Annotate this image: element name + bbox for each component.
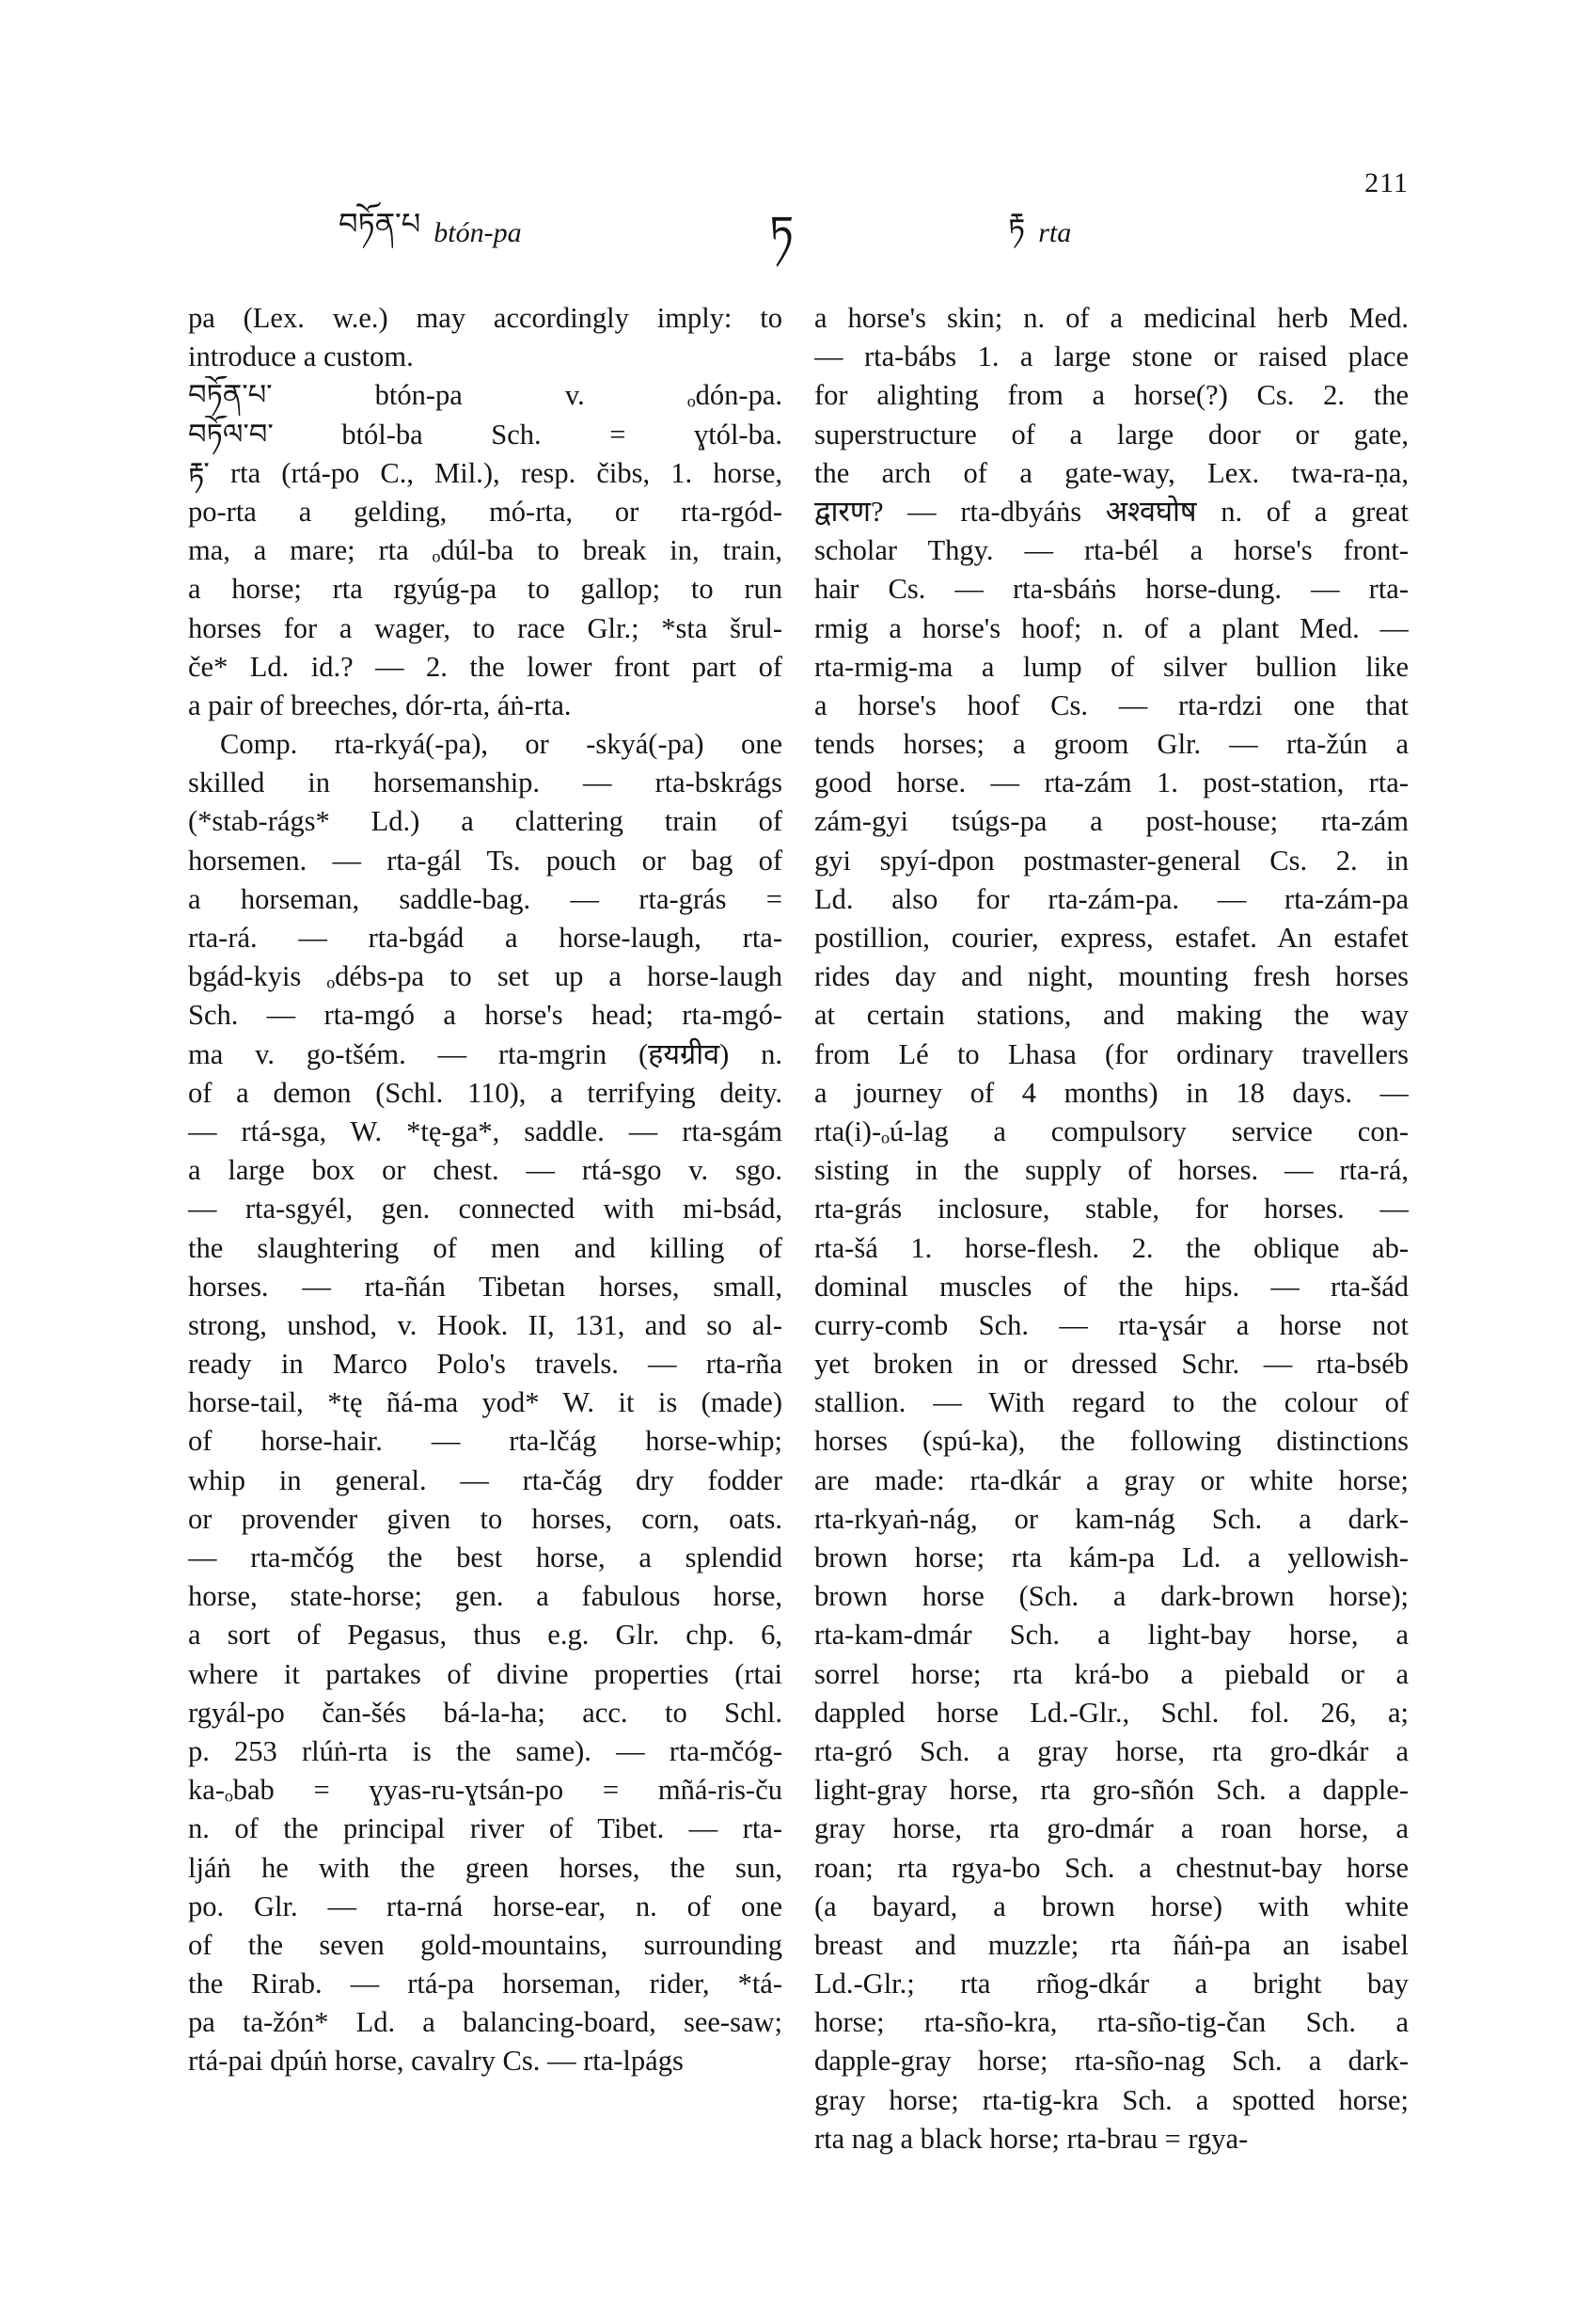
left-column-line: n. of the principal river of Tibet. — rta-: [188, 1812, 782, 1845]
left-column-line: pa ta-žón* Ld. a balancing-board, see-saw;: [188, 2006, 782, 2039]
right-column-line: yet broken in or dressed Schr. — rta-bséb: [814, 1348, 1409, 1381]
left-column-line: or provender given to horses, corn, oats.: [188, 1502, 782, 1535]
left-column-line: rgyál-po čan-šés bá-la-ha; acc. to Schl.: [188, 1696, 782, 1729]
left-column-line: a large box or chest. — rtá-sgo v. sgo.: [188, 1154, 782, 1187]
right-column-line: — rta-bábs 1. a large stone or raised place: [814, 340, 1409, 373]
right-column-line: gyi spyí-dpon postmaster-general Cs. 2. in: [814, 844, 1409, 877]
left-column-line: rta-rá. — rta-bgád a horse-laugh, rta-: [188, 922, 782, 954]
left-column-line: a horse; rta rgyúg-pa to gallop; to run: [188, 573, 782, 606]
left-column-line: introduce a custom.: [188, 340, 414, 373]
right-column-line: dappled horse Ld.-Glr., Schl. fol. 26, a;: [814, 1696, 1409, 1729]
right-column-line: dapple-gray horse; rta-sño-nag Sch. a dark-: [814, 2045, 1409, 2078]
right-column-line: rides day and night, mounting fresh horses: [814, 960, 1409, 993]
left-column-line: where it partakes of divine properties (rtai: [188, 1657, 782, 1690]
right-column-line: are made: rta-dkár a gray or white horse;: [814, 1463, 1409, 1496]
right-column-line: postillion, courier, express, estafet. An estafet: [814, 922, 1409, 954]
left-column-line: the slaughtering of men and killing of: [188, 1231, 782, 1264]
left-column-line: a sort of Pegasus, thus e.g. Glr. chp. 6,: [188, 1619, 782, 1652]
left-column-line: — rta-sgyél, gen. connected with mi-bsád,: [188, 1193, 782, 1225]
header-right-tibetan: རྟ: [1008, 206, 1026, 242]
right-column-line: scholar Thgy. — rta-bél a horse's front-: [814, 534, 1409, 567]
right-column-line: brown horse (Sch. a dark-brown horse);: [814, 1580, 1409, 1613]
left-column-line: whip in general. — rta-čág dry fodder: [188, 1463, 782, 1496]
right-column-line: horse; rta-sño-kra, rta-sño-tig-čan Sch. a: [814, 2006, 1409, 2039]
right-column-line: brown horse; rta kám-pa Ld. a yellowish-: [814, 1541, 1409, 1573]
right-column: [814, 299, 1409, 2158]
right-column-line: (a bayard, a brown horse) with white: [814, 1889, 1409, 1922]
right-column-line: a journey of 4 months) in 18 days. —: [814, 1076, 1409, 1109]
right-column-line: rta(i)-ₒú-lag a compulsory service con-: [814, 1115, 1409, 1147]
left-column-line: the Rirab. — rtá-pa horseman, rider, *tá-: [188, 1968, 782, 2000]
left-column-line: — rtá-sga, W. *tę-ga*, saddle. — rta-sgám: [188, 1115, 782, 1147]
right-column-line: from Lé to Lhasa (for ordinary travellers: [814, 1037, 1409, 1070]
right-column-line: dominal muscles of the hips. — rta-šád: [814, 1270, 1409, 1303]
left-column-line: horse-tail, *tę ñá-ma yod* W. it is (made): [188, 1386, 782, 1419]
right-column-line: at certain stations, and making the way: [814, 999, 1409, 1032]
right-column-line: curry-comb Sch. — rta-ɣsár a horse not: [814, 1308, 1409, 1341]
left-column-line: of a demon (Schl. 110), a terrifying deity.: [188, 1076, 782, 1109]
left-column-line: བཏོན་པ་ btón-pa v. ₒdón-pa.: [188, 379, 782, 412]
left-column-line: རྟ་ rta (rtá-po C., Mil.), resp. čibs, 1. horse,: [188, 456, 782, 489]
right-column-line: rta-gró Sch. a gray horse, rta gro-dkár a: [814, 1734, 1409, 1767]
right-column-line: stallion. — With regard to the colour of: [814, 1386, 1409, 1419]
header-left-tibetan: བཏོན་པ: [339, 206, 421, 242]
right-column-line: horses (spú-ka), the following distinctions: [814, 1425, 1409, 1458]
left-column-line: — rta-mčóg the best horse, a splendid: [188, 1541, 782, 1573]
right-column-line: sisting in the supply of horses. — rta-rá,: [814, 1154, 1409, 1187]
left-column-line: a horseman, saddle-bag. — rta-grás =: [188, 882, 782, 915]
left-column-line: p. 253 rlúṅ-rta is the same). — rta-mčóg-: [188, 1734, 782, 1767]
left-column-line: of horse-hair. — rta-lčág horse-whip;: [188, 1425, 782, 1458]
right-column-line: sorrel horse; rta krá-bo a piebald or a: [814, 1657, 1409, 1690]
right-column-line: gray horse; rta-tig-kra Sch. a spotted horse;: [814, 2083, 1409, 2116]
right-column-line: superstructure of a large door or gate,: [814, 418, 1409, 451]
left-column-line: po-rta a gelding, mó-rta, or rta-rgód-: [188, 495, 782, 528]
left-column-line: of the seven gold-mountains, surrounding: [188, 1928, 782, 1961]
right-column-line: rta nag a black horse; rta-brau = rgya-: [814, 2122, 1249, 2155]
left-column-line: ma, a mare; rta ₒdúl-ba to break in, train,: [188, 534, 782, 567]
right-column-line: hair Cs. — rta-sbáṅs horse-dung. — rta-: [814, 573, 1409, 606]
left-column: [188, 299, 782, 2081]
left-column-line: horses for a wager, to race Glr.; *sta šrul-: [188, 611, 782, 644]
right-column-line: light-gray horse, rta gro-sñón Sch. a dapple-: [814, 1774, 1409, 1807]
running-header-left: [339, 205, 522, 261]
left-column-line: བཏོལ་བ་ btól-ba Sch. = ɣtól-ba.: [188, 418, 782, 451]
left-column-line: horses. — rta-ñán Tibetan horses, small,: [188, 1270, 782, 1303]
right-column-line: Ld. also for rta-zám-pa. — rta-zám-pa: [814, 882, 1409, 915]
right-column-line: rta-rkyaṅ-nág, or kam-nág Sch. a dark-: [814, 1502, 1409, 1535]
right-column-line: rta-rmig-ma a lump of silver bullion like: [814, 650, 1409, 683]
right-column-line: a horse's skin; n. of a medicinal herb Med.: [814, 302, 1409, 334]
right-column-line: tends horses; a groom Glr. — rta-žún a: [814, 728, 1409, 761]
right-column-line: rmig a horse's hoof; n. of a plant Med. —: [814, 611, 1409, 644]
right-column-line: rta-kam-dmár Sch. a light-bay horse, a: [814, 1619, 1409, 1652]
right-column-line: the arch of a gate-way, Lex. twa-ra-ṇa,: [814, 456, 1409, 489]
header-right-latin: rta: [1038, 217, 1072, 248]
left-column-line: po. Glr. — rta-rná horse-ear, n. of one: [188, 1889, 782, 1922]
left-column-line: Comp. rta-rkyá(-pa), or -skyá(-pa) one: [220, 728, 782, 761]
left-column-line: ready in Marco Polo's travels. — rta-rña: [188, 1348, 782, 1381]
left-column-line: rtá-pai dpúṅ horse, cavalry Cs. — rta-lpágs: [188, 2045, 684, 2078]
right-column-line: a horse's hoof Cs. — rta-rdzi one that: [814, 688, 1409, 721]
right-column-line: good horse. — rta-zám 1. post-station, rta-: [814, 767, 1409, 799]
right-column-line: roan; rta rgya-bo Sch. a chestnut-bay horse: [814, 1851, 1409, 1884]
right-column-line: for alighting from a horse(?) Cs. 2. the: [814, 379, 1409, 412]
page-number: 211: [1364, 167, 1409, 198]
right-column-line: द्वारण? — rta-dbyáṅs अश्वघोष n. of a great: [814, 495, 1409, 528]
left-column-line: horse, state-horse; gen. a fabulous horse,: [188, 1580, 782, 1613]
left-column-line: ka-ₒbab = ɣyas-ru-ɣtsán-po = mñá-ris-ču: [188, 1774, 782, 1807]
right-column-line: zám-gyi tsúgs-pa a post-house; rta-zám: [814, 805, 1409, 838]
left-column-line: skilled in horsemanship. — rta-bskrágs: [188, 767, 782, 799]
left-column-line: (*stab-rágs* Ld.) a clattering train of: [188, 805, 782, 838]
right-column-line: breast and muzzle; rta ñáṅ-pa an isabel: [814, 1928, 1409, 1961]
right-column-line: rta-šá 1. horse-flesh. 2. the oblique ab-: [814, 1231, 1409, 1264]
left-column-line: bgád-kyis ₒdébs-pa to set up a horse-laugh: [188, 960, 782, 993]
left-column-line: ljáṅ he with the green horses, the sun,: [188, 1851, 782, 1884]
left-column-line: če* Ld. id.? — 2. the lower front part of: [188, 650, 782, 683]
left-column-line: pa (Lex. w.e.) may accordingly imply: to: [188, 302, 782, 334]
left-column-line: a pair of breeches, dór-rta, áṅ-rta.: [188, 688, 572, 721]
right-column-line: Ld.-Glr.; rta rñog-dkár a bright bay: [814, 1968, 1409, 2000]
left-column-line: Sch. — rta-mgó a horse's head; rta-mgó-: [188, 999, 782, 1032]
left-column-line: ma v. go-tšém. — rta-mgrin (हयग्रीव) n.: [188, 1037, 782, 1070]
left-column-line: strong, unshod, v. Hook. II, 131, and so al-: [188, 1308, 782, 1341]
header-left-latin: btón-pa: [433, 217, 522, 248]
left-column-line: horsemen. — rta-gál Ts. pouch or bag of: [188, 844, 782, 877]
running-header-right: [1008, 205, 1071, 261]
right-column-line: rta-grás inclosure, stable, for horses. —: [814, 1193, 1409, 1225]
section-letter: ཏ: [769, 206, 795, 257]
right-column-line: gray horse, rta gro-dmár a roan horse, a: [814, 1812, 1409, 1845]
